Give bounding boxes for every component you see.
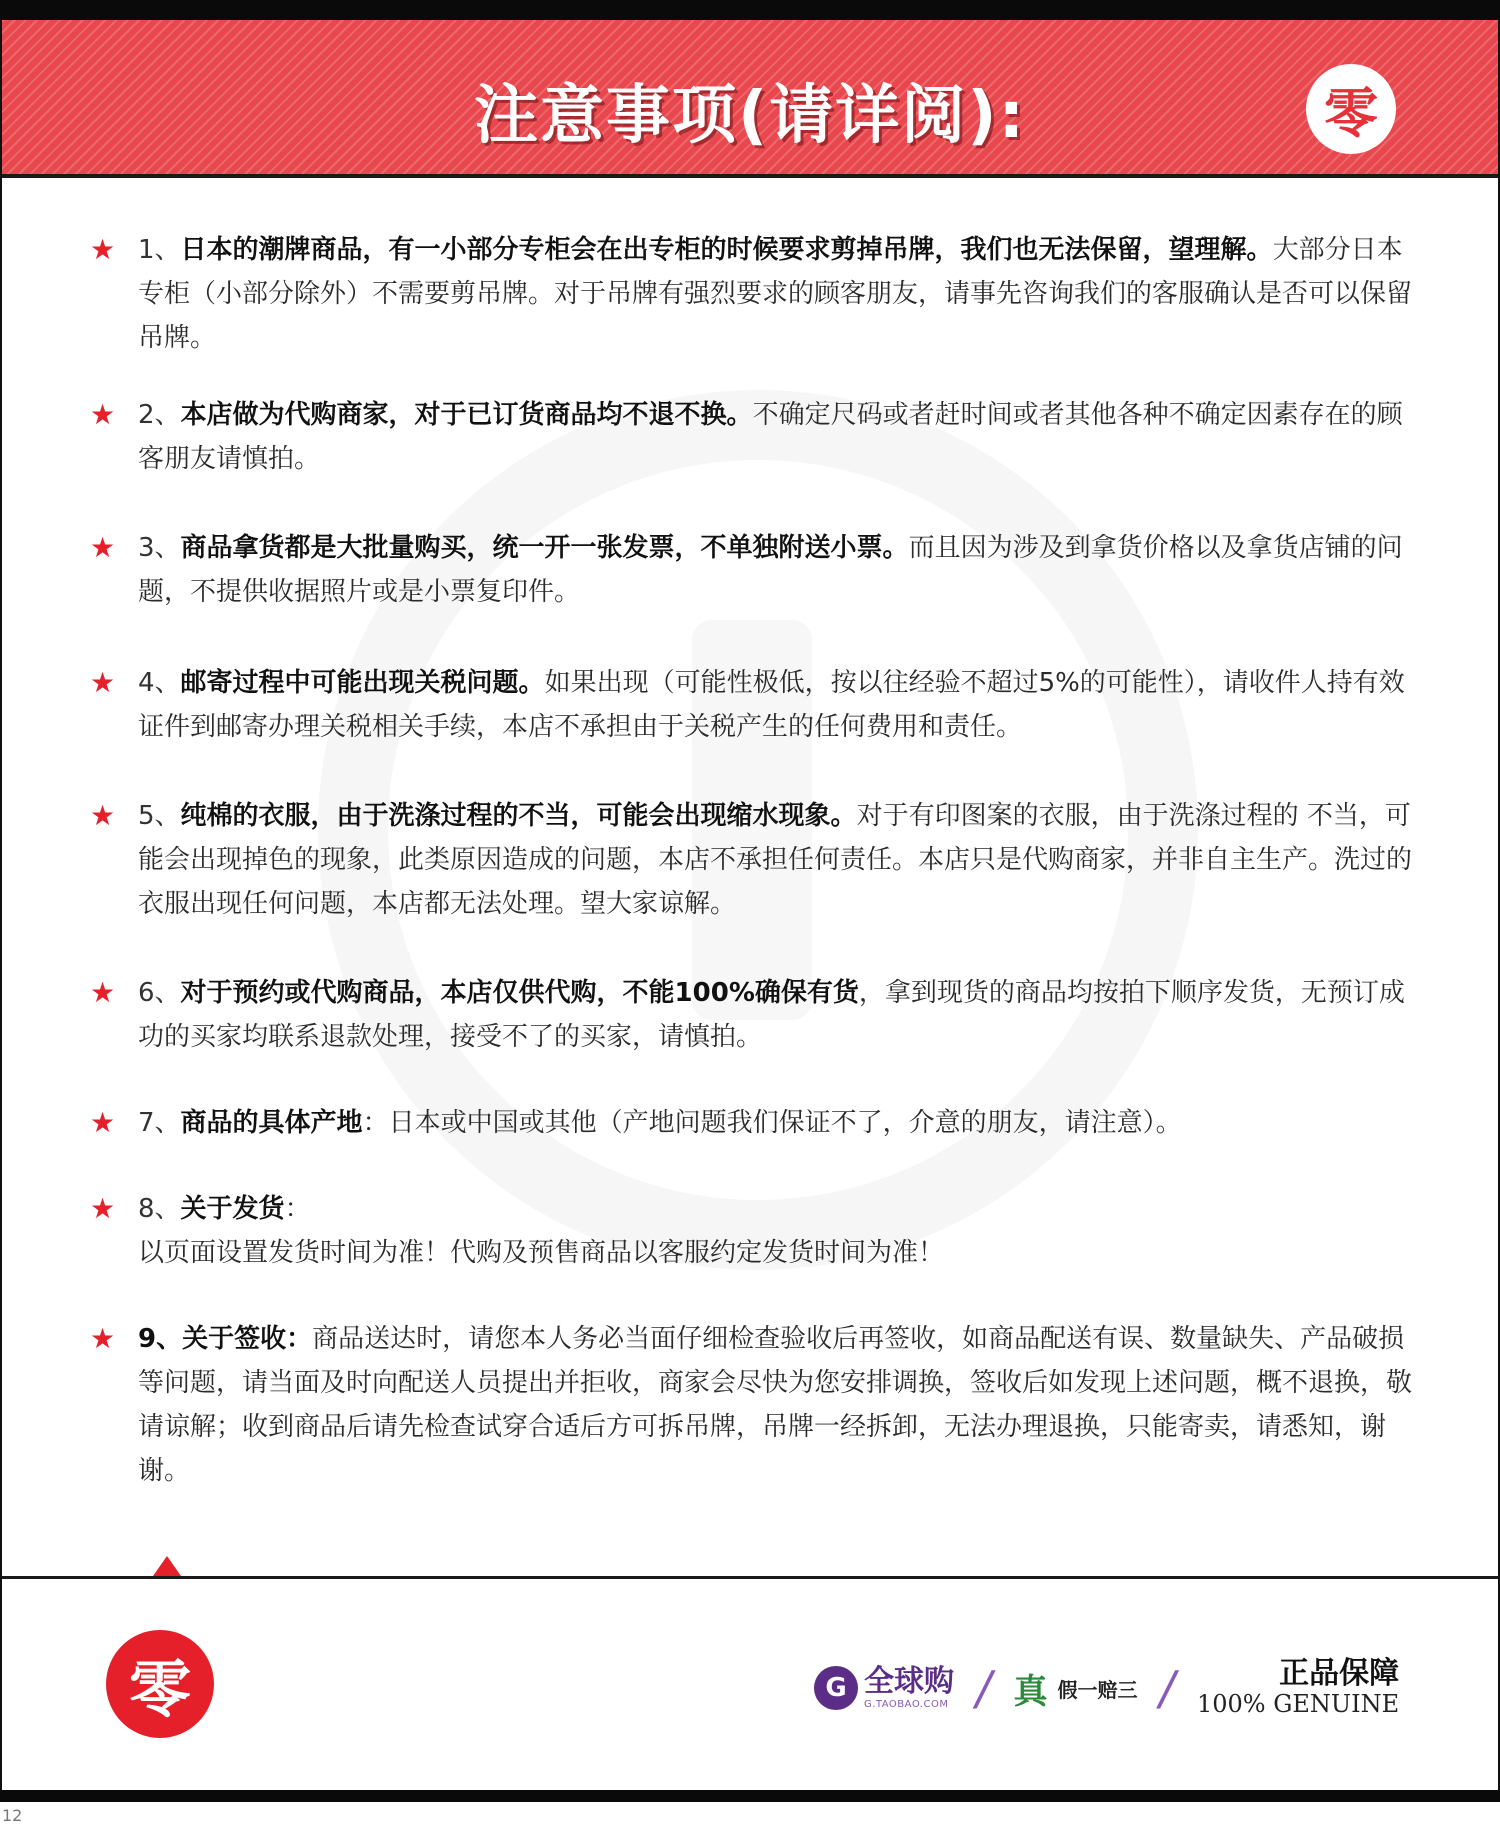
notice-number: 5、 (138, 801, 181, 831)
global-buy-url: G.TAOBAO.COM (864, 1698, 949, 1710)
badge-separator: / (976, 1661, 992, 1715)
notice-text: ，拿到现货的商品均按拍下顺序发货，无预订成功的买家均联系退款处理，接受不了的买家，请慎拍。 (138, 978, 1405, 1052)
notice-number: 2、 (138, 400, 181, 430)
brand-logo-icon: 零 (1306, 64, 1396, 154)
star-icon: ★ (90, 799, 116, 832)
fake-one-pay-three-badge (1014, 1664, 1138, 1713)
star-icon: ★ (90, 531, 116, 564)
notice-emphasis: 关于发货 (180, 1194, 285, 1224)
notice-number: 3、 (138, 533, 181, 563)
bottom-border (0, 1790, 1500, 1802)
notice-emphasis: 本店做为代购商家，对于已订货商品均不退不换。 (180, 400, 753, 430)
genuine-guarantee-badge (1197, 1657, 1399, 1719)
badge-separator: / (1159, 1661, 1175, 1715)
notice-number: 4、 (138, 668, 181, 698)
notice-number: 6、 (138, 978, 181, 1008)
star-icon: ★ (90, 666, 116, 699)
notice-item-2 (90, 393, 1420, 481)
notice-item-7 (90, 1101, 1420, 1145)
notice-item-8 (90, 1187, 1420, 1275)
brand-logo-icon: 零 (106, 1630, 214, 1738)
star-icon: ★ (90, 233, 116, 266)
global-buy-name: 全球购 (864, 1663, 954, 1699)
notice-item-5 (90, 794, 1420, 926)
star-icon: ★ (90, 1106, 116, 1139)
notice-item-4 (90, 661, 1420, 749)
notice-item-9 (90, 1317, 1420, 1493)
notice-emphasis: 纯棉的衣服，由于洗涤过程的不当，可能会出现缩水现象。 (180, 801, 857, 831)
footer-divider (2, 1576, 1498, 1579)
trust-badges (814, 1648, 1399, 1728)
global-buy-icon: G (814, 1666, 858, 1710)
authentic-hands-icon: 真 (1013, 1671, 1048, 1712)
notice-extra-line: 以页面设置发货时间为准！代购及预售商品以客服约定发货时间为准！ (138, 1238, 945, 1268)
global-buy-badge (814, 1663, 954, 1710)
notice-emphasis: 商品的具体产地 (180, 1108, 363, 1138)
notice-item-3 (90, 526, 1420, 614)
notice-emphasis: 商品拿货都是大批量购买，统一开一张发票，不单独附送小票。 (180, 533, 909, 563)
star-icon: ★ (90, 1322, 116, 1355)
fake-one-pay-three-text: 假一赔三 (1057, 1677, 1138, 1702)
notice-number: 8、 (138, 1194, 181, 1224)
notice-number: 7、 (138, 1108, 181, 1138)
notice-text: 不确定尺码或者赶时间或者其他各种不确定因素存在的顾客朋友请慎拍。 (138, 400, 1403, 474)
genuine-cn-text: 正品保障 (1279, 1655, 1400, 1691)
star-icon: ★ (90, 976, 116, 1009)
star-icon: ★ (90, 398, 116, 431)
page-number: 12 (2, 1806, 23, 1825)
notice-text: 大部分日本专柜（小部分除外）不需要剪吊牌。对于吊牌有强烈要求的顾客朋友，请事先咨询我们的客服确认是否可以保留吊牌。 (138, 235, 1413, 353)
notice-list (90, 228, 1420, 1493)
notice-panel (0, 20, 1500, 1792)
notice-text: 而且因为涉及到拿货价格以及拿货店铺的问题，不提供收据照片或是小票复印件。 (138, 533, 1403, 607)
notice-text: 商品送达时，请您本人务必当面仔细检查验收后再签收，如商品配送有误、数量缺失、产品破损等问题，请当面及时向配送人员提出并拒收，商家会尽快为您安排调换，签收后如发现上述问题，概不退换，敬请谅解；收到商品后请先检查试穿合适后方可拆吊牌，吊牌一经拆卸，无法办理退换，只能寄卖，请悉知，谢谢。 (138, 1324, 1413, 1486)
notice-text: ：日本或中国或其他（产地问题我们保证不了，介意的朋友，请注意）。 (362, 1108, 1182, 1138)
notice-emphasis: 对于预约或代购商品，本店仅供代购，不能100%确保有货 (180, 978, 859, 1008)
notice-text: 对于有印图案的衣服，由于洗涤过程的 不当，可能会出现掉色的现象，此类原因造成的问题，本店不承担任何责任。本店只是代购商家，并非自主生产。洗过的衣服出现任何问题，本店都无法处理。望大家谅解。 (138, 801, 1413, 919)
notice-text: 如果出现（可能性极低，按以往经验不超过5%的可能性），请收件人持有效证件到邮寄办理关税相关手续，本店不承担由于关税产生的任何费用和责任。 (138, 668, 1405, 742)
genuine-en-text: 100% GENUINE (1197, 1690, 1400, 1719)
notice-emphasis: 日本的潮牌商品，有一小部分专柜会在出专柜的时候要求剪掉吊牌，我们也无法保留，望理解。 (180, 235, 1273, 265)
notice-emphasis: 邮寄过程中可能出现关税问题。 (180, 668, 545, 698)
notice-emphasis: 9、关于签收： (138, 1324, 313, 1354)
header-banner (2, 20, 1498, 178)
star-icon: ★ (90, 1192, 116, 1225)
notice-text: ： (284, 1194, 311, 1224)
page-title: 注意事项(请详阅): (473, 79, 1027, 153)
notice-item-1 (90, 228, 1420, 360)
notice-number: 1、 (138, 235, 181, 265)
pointer-triangle-icon (153, 1556, 181, 1576)
notice-item-6 (90, 971, 1420, 1059)
top-border (0, 0, 1500, 20)
